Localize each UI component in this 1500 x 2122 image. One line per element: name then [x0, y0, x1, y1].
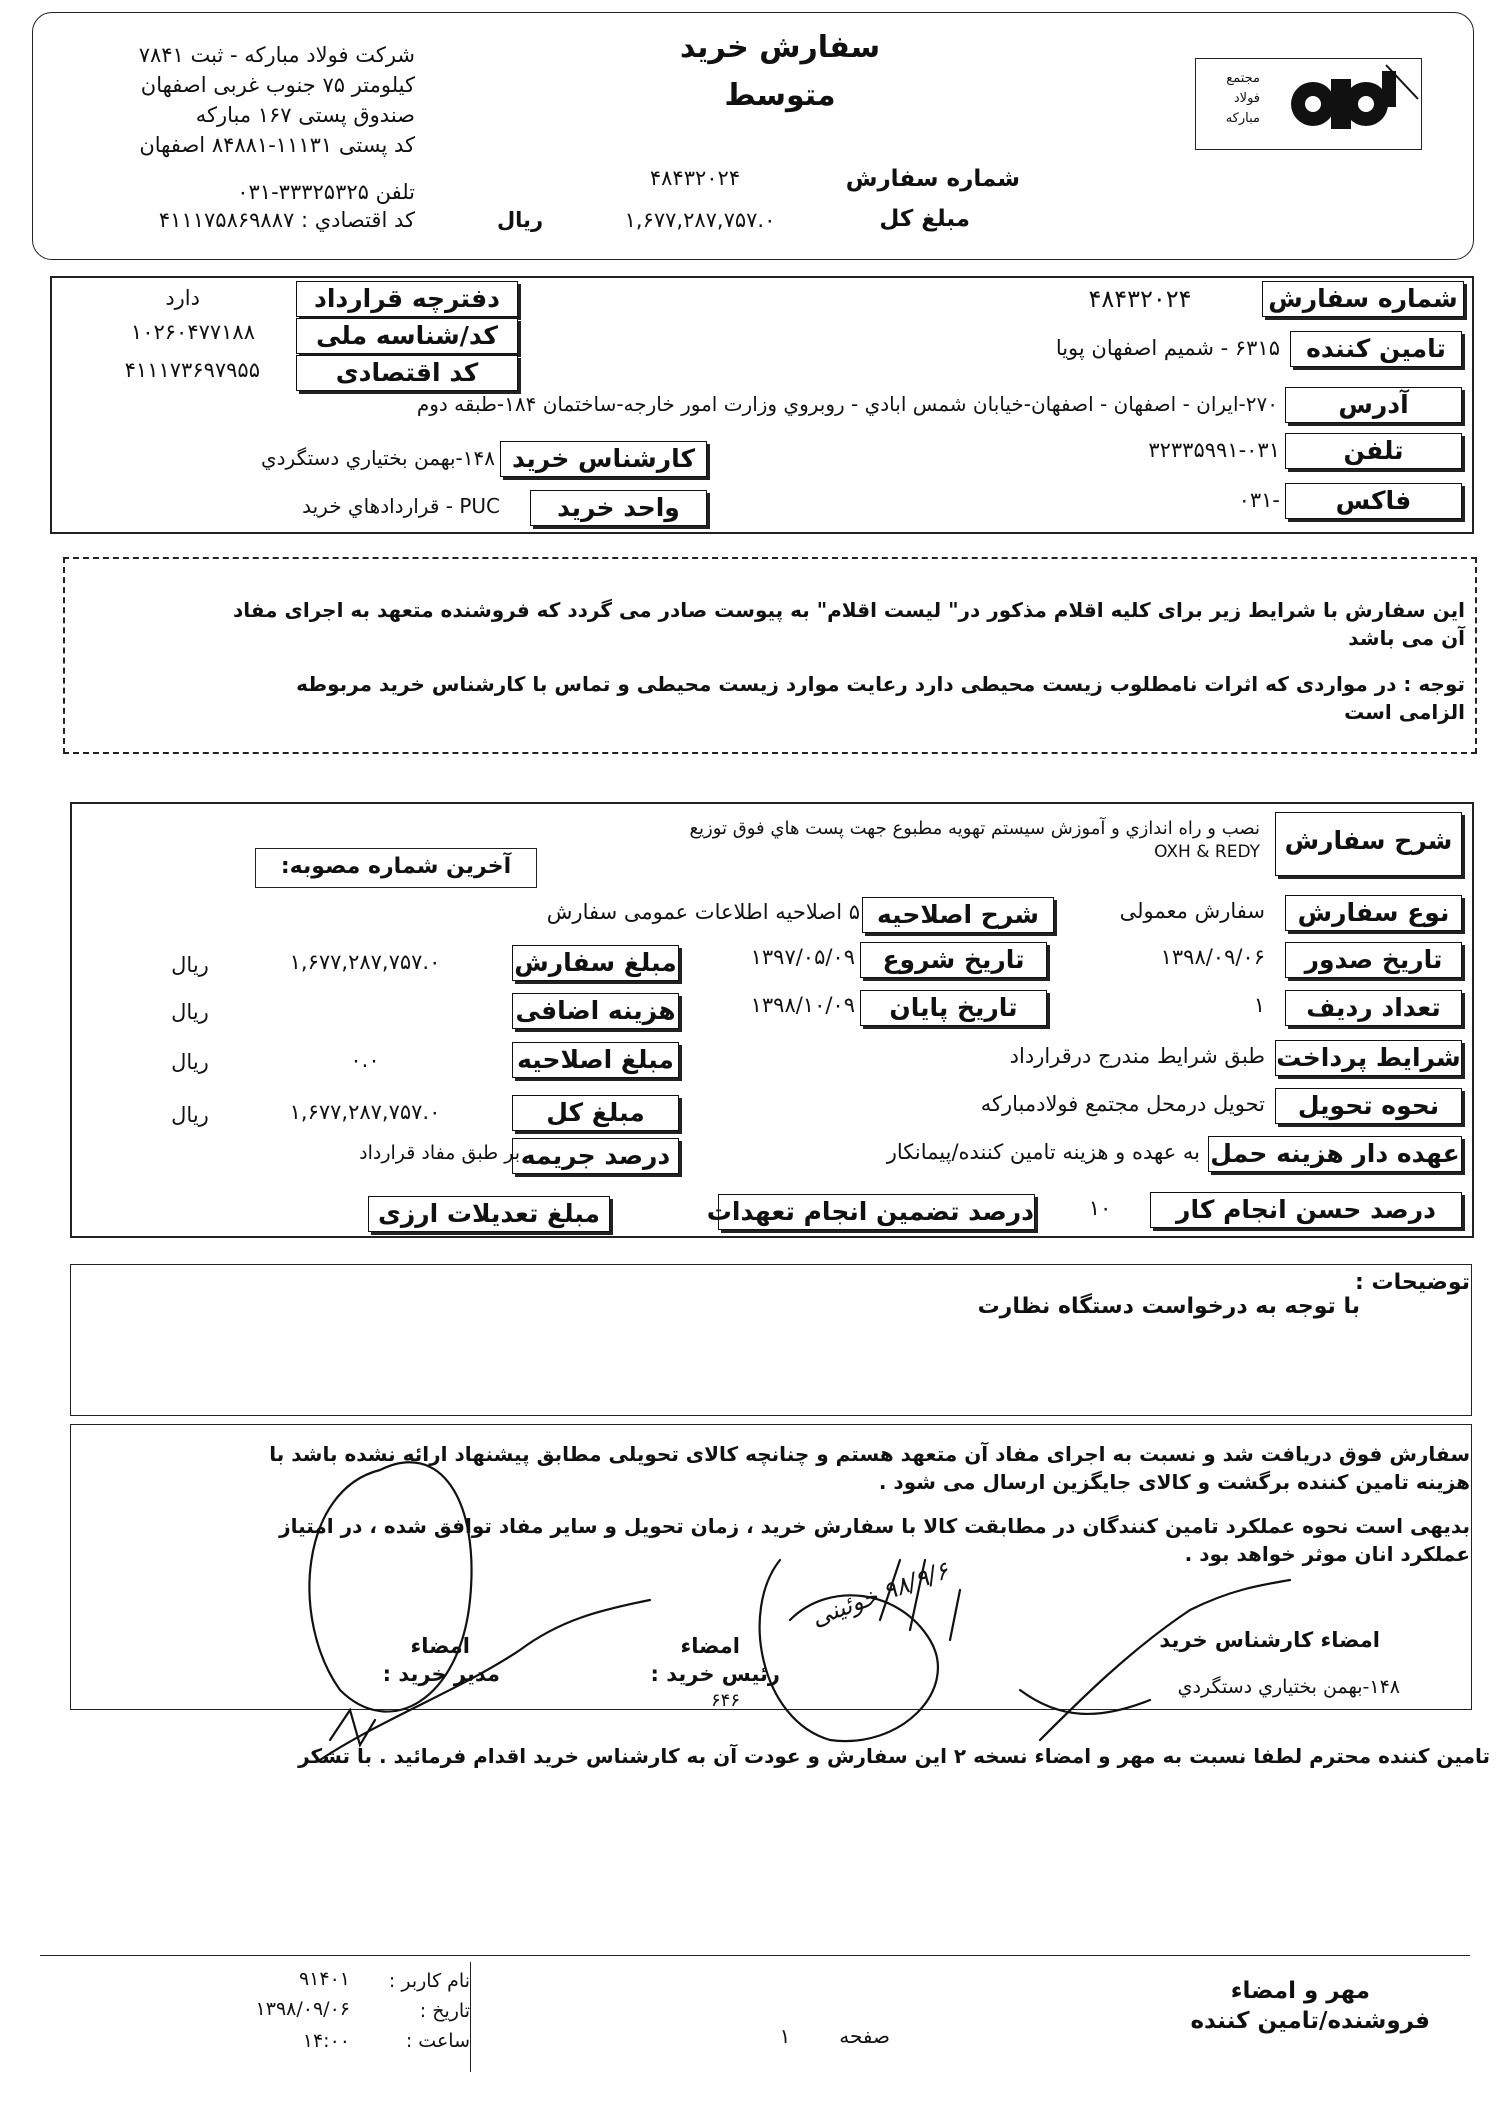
sig-manager-role: مدیر خرید :: [382, 1662, 500, 1686]
header-order-number: ۴۸۴۳۲۰۲۴: [649, 166, 741, 190]
extra-cost-currency: ریال: [171, 1000, 209, 1024]
performance-label: درصد حسن انجام کار: [1150, 1192, 1462, 1228]
page-title: سفارش خرید: [679, 30, 881, 65]
description-label: شرح سفارش: [1275, 812, 1462, 876]
order-amount-value: ۱,۶۷۷,۲۸۷,۷۵۷.۰: [289, 950, 441, 974]
supplier-name-label: تامین کننده: [1290, 331, 1462, 367]
sig-head-title: امضاء: [680, 1634, 740, 1658]
user-value: ۹۱۴۰۱: [298, 1968, 350, 1990]
phone-label: تلفن: [1285, 433, 1462, 469]
description-value-1: نصب و راه اندازي و آموزش سيستم تهويه مطبوع جهت پست هاي فوق توزيع: [689, 818, 1260, 839]
terms-line-4: الزامی است: [1344, 700, 1465, 724]
phone-value: ۳۲۳۳۵۹۹۱-۰۳۱: [1148, 438, 1280, 462]
company-phone: تلفن ۳۳۳۲۵۳۲۵-۰۳۱: [237, 180, 415, 204]
user-info-box: [470, 1962, 475, 2072]
handwritten-date: ۹۸/۹/۶ خوئینی: [807, 1556, 953, 1632]
end-date-label: تاریخ پایان: [860, 990, 1047, 1026]
sig-manager-title: امضاء: [410, 1634, 470, 1658]
notes-label: توضیحات :: [1355, 1270, 1470, 1295]
extra-cost-label: هزینه اضافی: [512, 993, 679, 1029]
payment-label: شرایط پرداخت: [1275, 1040, 1462, 1076]
performance-value: ۱۰: [1088, 1196, 1112, 1220]
address-value: ۲۷۰-ایران - اصفهان - اصفهان-خیابان شمس ابادي - روبروي وزارت امور خارجه-ساختمان ۱۸۴-طبقه دوم: [416, 392, 1278, 416]
company-address: [50, 40, 415, 160]
payment-value: طبق شرایط مندرج درقرارداد: [1009, 1044, 1265, 1068]
date-label: تاریخ :: [419, 2000, 470, 2022]
time-label: ساعت :: [405, 2030, 470, 2052]
currency-adj-label: مبلغ تعدیلات ارزی: [368, 1196, 610, 1232]
national-id-label: کد/شناسه ملی: [296, 318, 518, 354]
notes-box: [70, 1264, 1472, 1416]
acceptance-line-2: هزینه تامین کننده برگشت و کالای جایگزین ارسال می شود .: [878, 1470, 1470, 1494]
page-subtitle: متوسط: [724, 78, 836, 113]
unit-label: واحد خرید: [530, 490, 707, 526]
shipping-label: عهده دار هزینه حمل: [1208, 1136, 1462, 1172]
header-currency: ریال: [496, 208, 544, 232]
time-value: ۱۴:۰۰: [302, 2030, 350, 2052]
issue-date-value: ۱۳۹۸/۰۹/۰۶: [1160, 945, 1265, 969]
issue-date-label: تاریخ صدور: [1285, 942, 1462, 978]
acceptance-line-1: سفارش فوق دریافت شد و نسبت به اجرای مفاد آن متعهد هستم و چنانچه کالای تحویلی مطابق پیشنهاد ارائه نشده باشد با: [269, 1442, 1470, 1466]
address-label: آدرس: [1285, 387, 1462, 423]
end-date-value: ۱۳۹۸/۱۰/۰۹: [750, 993, 855, 1017]
seal-line-2: فروشنده/تامین کننده: [1190, 2008, 1430, 2034]
contract-book-value: دارد: [165, 286, 200, 310]
amendment-amount-value: ۰.۰: [350, 1048, 380, 1072]
national-id-value: ۱۰۲۶۰۴۷۷۱۸۸: [130, 320, 255, 344]
supplier-order-number-label: شماره سفارش: [1262, 281, 1464, 317]
acceptance-line-4: عملکرد انان موثر خواهد بود .: [1184, 1542, 1470, 1566]
terms-text: [70, 596, 1465, 726]
header-order-number-label: شماره سفارش: [845, 166, 1020, 192]
header-total-value: ۱,۶۷۷,۲۸۷,۷۵۷.۰: [624, 208, 776, 232]
terms-line-2: آن می باشد: [1348, 626, 1465, 650]
amendment-label: شرح اصلاحیه: [862, 897, 1054, 933]
sig-head-role: رئیس خرید :: [650, 1662, 780, 1686]
supplier-order-number: ۴۸۴۳۲۰۲۴: [1088, 285, 1192, 313]
order-amount-label: مبلغ سفارش: [512, 945, 679, 981]
start-date-value: ۱۳۹۷/۰۵/۰۹: [750, 945, 855, 969]
start-date-label: تاریخ شروع: [860, 942, 1047, 978]
penalty-value: بر طبق مفاد قرارداد: [359, 1142, 520, 1164]
acceptance-text: [85, 1440, 1470, 1568]
page-number: ۱: [779, 2024, 791, 2048]
company-line-3: صندوق پستی ۱۶۷ مبارکه: [195, 103, 415, 127]
acceptance-line-3: بدیهی است نحوه عملکرد تامین کنندگان در مطابقت کالا با سفارش خرید ، زمان تحویل و سایر مفاد توافق شده ، در امتیاز: [279, 1514, 1470, 1538]
terms-line-1: این سفارش با شرایط زیر برای کلیه اقلام مذکور در" لیست اقلام" به پیوست صادر می گردد که فروشنده متعهد به اجرای مفاد: [233, 598, 1465, 622]
buyer-label: کارشناس خرید: [500, 441, 707, 477]
last-approval-label: آخرین شماره مصوبه:: [255, 848, 537, 888]
company-line-2: کیلومتر ۷۵ جنوب غربی اصفهان: [140, 73, 415, 97]
total-currency: ریال: [171, 1103, 209, 1127]
amendment-amount-currency: ریال: [171, 1050, 209, 1074]
page-label: صفحه: [839, 2024, 890, 2048]
row-count-label: تعداد ردیف: [1285, 990, 1462, 1026]
guarantee-label: درصد تضمین انجام تعهدات: [718, 1194, 1035, 1230]
order-amount-currency: ریال: [171, 953, 209, 977]
fax-label: فاکس: [1285, 483, 1462, 519]
company-line-1: شرکت فولاد مبارکه - ثبت ۷۸۴۱: [138, 43, 415, 67]
total-label: مبلغ کل: [512, 1095, 679, 1131]
economic-code-label: کد اقتصادی: [296, 355, 518, 391]
notes-value: با توجه به درخواست دستگاه نظارت: [977, 1294, 1360, 1319]
company-logo: [1195, 58, 1422, 150]
fax-value: -۰۳۱: [1238, 488, 1280, 512]
unit-value: PUC - قراردادهاي خريد: [302, 494, 500, 518]
amendment-amount-label: مبلغ اصلاحیه: [512, 1042, 679, 1078]
company-line-4: کد پستی ۱۱۱۳۱-۸۴۸۸۱ اصفهان: [139, 133, 415, 157]
sig-head-code: ۶۴۶: [710, 1690, 740, 1711]
date-value: ۱۳۹۸/۰۹/۰۶: [255, 1998, 350, 2020]
amendment-value: ۵ اصلاحیه اطلاعات عمومی سفارش: [546, 900, 860, 924]
seal-line-1: مهر و امضاء: [1230, 1978, 1370, 2004]
total-value: ۱,۶۷۷,۲۸۷,۷۵۷.۰: [289, 1100, 441, 1124]
delivery-value: تحویل درمحل مجتمع فولادمبارکه: [980, 1092, 1265, 1116]
supplier-name: ۶۳۱۵ - شمیم اصفهان پویا: [1055, 336, 1280, 360]
description-value-2: OXH & REDY: [1154, 842, 1260, 862]
row-count-value: ۱: [1253, 993, 1265, 1017]
user-label: نام کاربر :: [388, 1970, 470, 1992]
shipping-value: به عهده و هزینه تامین کننده/پیمانکار: [886, 1140, 1200, 1164]
logo-text: مجتمع فولاد مبارکه: [1225, 71, 1260, 126]
contract-book-label: دفترچه قرارداد: [296, 281, 518, 317]
sig-buyer-name: ۱۴۸-بهمن بختياري دستگردي: [1177, 1676, 1400, 1698]
footer-divider: [40, 1955, 1470, 1956]
delivery-label: نحوه تحویل: [1275, 1088, 1462, 1124]
order-type-label: نوع سفارش: [1285, 895, 1462, 931]
order-type-value: سفارش معمولی: [1119, 899, 1265, 923]
economic-code-value: ۴۱۱۱۷۳۶۹۷۹۵۵: [124, 358, 260, 382]
company-economic-code: کد اقتصادي : ۴۱۱۱۷۵۸۶۹۸۸۷: [158, 208, 415, 232]
footer-note: تامین کننده محترم لطفا نسبت به مهر و امضاء نسخه ۲ این سفارش و عودت آن به کارشناس خرید اقدام فرمائید . با تشکر: [298, 1744, 1490, 1768]
sig-buyer-title: امضاء کارشناس خرید: [1159, 1628, 1380, 1652]
buyer-value: ۱۴۸-بهمن بختياري دستگردي: [260, 446, 495, 470]
penalty-label: درصد جریمه: [512, 1138, 679, 1174]
header-total-label: مبلغ کل: [879, 206, 970, 232]
terms-line-3: توجه : در مواردی که اثرات نامطلوب زیست محیطی دارد رعایت موارد زیست محیطی و تماس با کارشناس خرید مربوطه: [296, 672, 1465, 696]
